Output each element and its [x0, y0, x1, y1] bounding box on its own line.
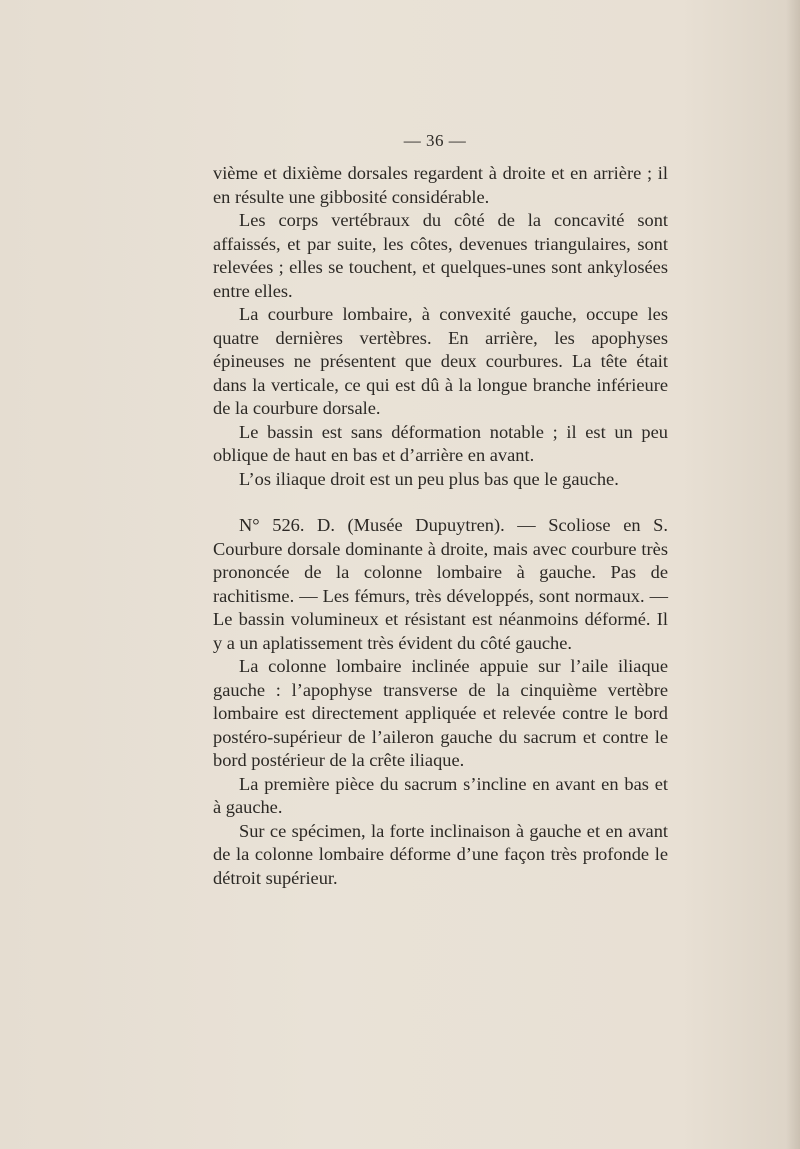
- body-text: [213, 162, 668, 890]
- paragraph-lumbar-curve: La courbure lombaire, à convexité gauche, occupe les quatre dernières vertèbres. En arrière, les apophyses épineuses ne présentent que deux courbures. La tête était dans la verticale, ce qui est dû à la longue branche inférieure de la courbure dorsale.: [213, 304, 668, 418]
- paragraph-lumbar-column: La colonne lombaire inclinée appuie sur l’aile iliaque gauche : l’apophyse transverse de la cinquième vertèbre lombaire est directement appliquée et relevée contre le bord postéro-supérieur de l’aileron gauche du sacrum et contre le bord postérieur de la crête iliaque.: [213, 656, 668, 770]
- paragraph-pelvis: Le bassin est sans déformation notable ; il est un peu oblique de haut en bas et d’arrière en avant.: [213, 421, 668, 465]
- paragraph-conclusion: Sur ce spécimen, la forte inclinaison à gauche et en avant de la colonne lombaire déforme d’une façon très profonde le détroit supérieur.: [213, 820, 668, 888]
- paragraph-specimen-526: N° 526. D. (Musée Dupuytren). — Scoliose en S. Courbure dorsale dominante à droite, mais avec courbure très prononcée de la colonne lombaire à gauche. Pas de rachitisme. — Les fémurs, très développés, sont normaux. — Le bassin volumineux et résistant est néanmoins déformé. Il y a un aplatissement très évident du côté gauche.: [213, 515, 668, 653]
- page-edge-shadow: [786, 0, 800, 1149]
- page-number: — 36 —: [403, 131, 467, 150]
- paragraph-vertebral-bodies: Les corps vertébraux du côté de la concavité sont affaissés, et par suite, les côtes, devenues triangulaires, sont relevées ; elles se touchent, et quelques-unes sont ankylosées entre elles.: [213, 210, 668, 301]
- paragraph-iliac-bone: L’os iliaque droit est un peu plus bas que le gauche.: [239, 468, 619, 489]
- paragraph-continuation: vième et dixième dorsales regardent à droite et en arrière ; il en résulte une gibbosité considérable.: [213, 163, 668, 207]
- section-gap: [213, 491, 668, 514]
- paragraph-sacrum: La première pièce du sacrum s’incline en avant en bas et à gauche.: [213, 773, 668, 817]
